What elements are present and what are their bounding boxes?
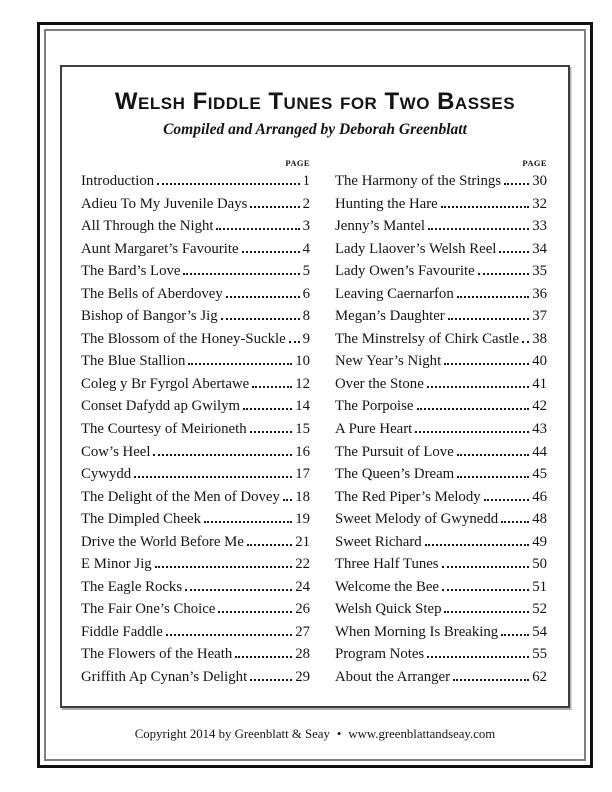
toc-entry-title: Hunting the Hare	[335, 195, 438, 212]
toc-list-right	[335, 170, 547, 689]
toc-entry-page-number: 2	[302, 195, 310, 212]
dot-leader	[522, 341, 529, 343]
toc-entry	[81, 463, 310, 486]
toc-entry	[81, 643, 310, 666]
toc-entry	[81, 193, 310, 216]
toc-entry-page-number: 36	[532, 285, 547, 302]
toc-entry-page-number: 43	[532, 421, 547, 437]
toc-column-right	[335, 157, 547, 689]
footer-copyright-text: Copyright 2014 by Greenblatt & Seay	[134, 727, 330, 741]
toc-entry	[335, 373, 547, 396]
toc-entry-title: The Pursuit of Love	[335, 443, 454, 460]
toc-entry	[335, 531, 547, 554]
toc-entry-page-number: 54	[532, 623, 547, 640]
toc-entry-page-number: 18	[295, 488, 310, 505]
toc-entry-title: The Delight of the Men of Dovey	[81, 488, 280, 505]
toc-entry-page-number: 5	[302, 263, 310, 280]
toc-entry-title: Sweet Richard	[335, 533, 422, 550]
toc-entry-title: Leaving Caernarfon	[335, 285, 454, 302]
toc-entry-title: The Minstrelsy of Chirk Castle	[335, 330, 520, 347]
toc-entry-title: The Bard’s Love	[81, 263, 181, 280]
toc-entry-page-number: 34	[532, 240, 547, 257]
toc-entry-page-number: 41	[532, 375, 547, 392]
toc-entry	[335, 260, 547, 283]
toc-entry-title: Adieu To My Juvenile Days	[81, 195, 248, 212]
toc-entry-title: New Year’s Night	[335, 353, 442, 370]
toc-entry	[81, 576, 310, 599]
dot-leader	[185, 589, 292, 591]
toc-entry-title: Welcome the Bee	[335, 578, 439, 595]
toc-entry-title: Griffith Ap Cynan’s Delight	[81, 669, 248, 686]
page-title: Welsh Fiddle Tunes for Two Basses	[114, 88, 516, 115]
dot-leader	[242, 251, 300, 253]
toc-entry	[81, 553, 310, 576]
dot-leader	[478, 273, 529, 275]
toc-entry-page-number: 6	[302, 285, 310, 302]
dot-leader	[457, 296, 529, 298]
toc-entry	[335, 395, 547, 418]
content-box	[60, 65, 570, 708]
dot-leader	[157, 183, 299, 185]
toc-entry	[81, 215, 310, 238]
toc-entry-page-number: 62	[532, 669, 547, 686]
toc-entry-page-number: 29	[295, 669, 310, 686]
dot-leader	[226, 296, 300, 298]
dot-leader	[425, 544, 530, 546]
toc-entry-title: The Eagle Rocks	[81, 578, 183, 595]
dot-leader	[183, 273, 299, 275]
dot-leader	[442, 589, 529, 591]
dot-leader	[484, 499, 530, 501]
toc-entry-title: The Flowers of the Heath	[81, 646, 233, 663]
toc-entry	[335, 418, 547, 441]
dot-leader	[218, 611, 292, 613]
toc-entry-page-number: 26	[295, 601, 310, 618]
toc-entry	[81, 598, 310, 621]
toc-entry-title: Drive the World Before Me	[81, 533, 244, 550]
toc-entry-page-number: 52	[532, 601, 547, 618]
toc-entry-page-number: 44	[532, 443, 547, 460]
toc-entry-page-number: 50	[532, 556, 547, 573]
dot-leader	[501, 634, 529, 636]
toc-entry-page-number: 49	[532, 533, 547, 550]
dot-leader	[444, 363, 529, 365]
toc-entry	[335, 576, 547, 599]
toc-entry-page-number: 48	[532, 511, 547, 528]
dot-leader	[457, 454, 529, 456]
dot-leader	[499, 251, 529, 253]
toc-entry-title: About the Arranger	[335, 669, 451, 686]
toc-entry-title: Introduction	[81, 172, 155, 189]
dot-leader	[283, 499, 292, 501]
toc-entry-title: The Courtesy of Meirioneth	[81, 421, 247, 437]
dot-leader	[289, 341, 300, 343]
toc-entry	[81, 328, 310, 351]
toc-entry-page-number: 10	[295, 353, 310, 370]
toc-entry-title: Sweet Melody of Gwynedd	[335, 511, 499, 528]
footer-copyright	[40, 727, 590, 742]
toc-entry-page-number: 8	[302, 308, 310, 325]
toc-entry-title: Coleg y Br Fyrgol Abertawe	[81, 375, 250, 392]
toc-entry-page-number: 32	[532, 195, 547, 212]
dot-leader	[221, 318, 300, 320]
dot-leader	[448, 318, 529, 320]
toc-entry-title: Megan’s Daughter	[335, 308, 445, 325]
page-subtitle: Compiled and Arranged by Deborah Greenblatt	[163, 121, 467, 139]
toc-entry-title: Cywydd	[81, 466, 132, 483]
dot-leader	[188, 363, 292, 365]
toc-list-left	[81, 170, 310, 689]
toc-entry	[335, 643, 547, 666]
toc-entry-page-number: 24	[295, 578, 310, 595]
toc-entry-title: The Porpoise	[335, 398, 414, 415]
toc-entry-page-number: 15	[295, 421, 310, 437]
toc-entry-title: Aunt Margaret’s Favourite	[81, 240, 239, 257]
toc-entry	[81, 350, 310, 373]
footer-website: www.greenblattandseay.com	[348, 727, 496, 741]
toc-entry-page-number: 30	[532, 172, 547, 189]
toc-entry	[335, 621, 547, 644]
dot-leader	[453, 679, 529, 681]
toc-entry	[81, 418, 310, 441]
toc-column-left	[81, 157, 310, 689]
toc-entry	[335, 553, 547, 576]
toc-entry	[81, 666, 310, 689]
toc-entry	[335, 305, 547, 328]
toc-entry-page-number: 22	[295, 556, 310, 573]
toc-entry-title: Conset Dafydd ap Gwilym	[81, 398, 241, 415]
toc-entry	[81, 305, 310, 328]
dot-leader	[250, 679, 292, 681]
dot-leader	[444, 611, 529, 613]
toc-entry	[335, 283, 547, 306]
toc-entry-page-number: 14	[295, 398, 310, 415]
toc-entry	[335, 486, 547, 509]
dot-leader	[501, 521, 529, 523]
toc-entry	[81, 621, 310, 644]
toc-entry-title: Fiddle Faddle	[81, 623, 163, 640]
toc-entry-title: Jenny’s Mantel	[335, 218, 426, 235]
toc-entry-page-number: 42	[532, 398, 547, 415]
dot-leader	[504, 183, 529, 185]
toc-entry-page-number: 51	[532, 578, 547, 595]
toc-entry-title: Welsh Quick Step	[335, 601, 442, 618]
toc-entry-title: Cow’s Heel	[81, 443, 151, 460]
toc-entry	[335, 463, 547, 486]
toc-entry-title: A Pure Heart	[335, 421, 413, 437]
toc-entry-page-number: 46	[532, 488, 547, 505]
toc-entry-title: The Dimpled Cheek	[81, 511, 201, 528]
toc-entry	[81, 238, 310, 261]
toc-entry-title: The Blossom of the Honey-Suckle	[81, 330, 286, 347]
toc-entry-title: Lady Llaover’s Welsh Reel	[335, 240, 497, 257]
dot-leader	[243, 408, 292, 410]
dot-leader	[235, 656, 292, 658]
toc-entry-page-number: 55	[532, 646, 547, 663]
toc-entry-page-number: 9	[302, 330, 310, 347]
dot-leader	[457, 476, 529, 478]
dot-leader	[166, 634, 292, 636]
table-of-contents	[62, 157, 568, 689]
toc-entry-page-number: 17	[295, 466, 310, 483]
dot-leader	[415, 431, 529, 433]
toc-entry-page-number: 28	[295, 646, 310, 663]
page-column-header-right: PAGE	[522, 157, 547, 168]
dot-leader	[250, 206, 299, 208]
dot-leader	[155, 566, 293, 568]
toc-entry	[81, 283, 310, 306]
toc-entry	[81, 508, 310, 531]
dot-leader	[252, 386, 292, 388]
dot-leader	[442, 566, 530, 568]
toc-entry-page-number: 19	[295, 511, 310, 528]
toc-entry-title: Over the Stone	[335, 375, 424, 392]
toc-entry-title: When Morning Is Breaking	[335, 623, 499, 640]
toc-entry-page-number: 3	[302, 218, 310, 235]
toc-entry-title: The Harmony of the Strings	[335, 172, 502, 189]
toc-entry	[335, 350, 547, 373]
toc-entry-title: The Queen’s Dream	[335, 466, 455, 483]
toc-entry-page-number: 4	[302, 240, 310, 257]
toc-entry-page-number: 38	[532, 330, 547, 347]
page-border-frame	[37, 22, 593, 768]
toc-entry	[335, 598, 547, 621]
dot-leader	[153, 454, 292, 456]
toc-entry-title: Lady Owen’s Favourite	[335, 263, 475, 280]
toc-entry-title: E Minor Jig	[81, 556, 152, 573]
toc-entry-page-number: 21	[295, 533, 310, 550]
toc-entry	[335, 170, 547, 193]
dot-leader	[247, 544, 292, 546]
toc-entry-title: The Blue Stallion	[81, 353, 186, 370]
dot-leader	[441, 206, 529, 208]
toc-entry-title: Program Notes	[335, 646, 425, 663]
toc-entry-page-number: 1	[302, 172, 310, 189]
toc-entry-page-number: 12	[295, 375, 310, 392]
toc-entry	[335, 666, 547, 689]
toc-entry-page-number: 45	[532, 466, 547, 483]
toc-entry	[335, 215, 547, 238]
toc-entry-title: The Bells of Aberdovey	[81, 285, 223, 302]
dot-leader	[204, 521, 292, 523]
toc-entry-title: Bishop of Bangor’s Jig	[81, 308, 218, 325]
toc-entry	[335, 441, 547, 464]
dot-leader	[134, 476, 292, 478]
toc-entry	[81, 486, 310, 509]
toc-entry-title: All Through the Night	[81, 218, 214, 235]
dot-leader	[216, 228, 299, 230]
toc-entry-title: The Fair One’s Choice	[81, 601, 216, 618]
toc-entry	[81, 170, 310, 193]
toc-entry-title: The Red Piper’s Melody	[335, 488, 481, 505]
dot-leader	[428, 228, 529, 230]
toc-entry-page-number: 37	[532, 308, 547, 325]
dot-leader	[427, 656, 529, 658]
dot-leader	[250, 431, 293, 433]
toc-entry-title: Three Half Tunes	[335, 556, 439, 573]
toc-entry	[81, 260, 310, 283]
toc-entry	[335, 508, 547, 531]
toc-entry	[81, 531, 310, 554]
dot-leader	[417, 408, 530, 410]
page-column-header-left: PAGE	[285, 157, 310, 168]
toc-entry	[335, 238, 547, 261]
toc-entry-page-number: 35	[532, 263, 547, 280]
toc-entry	[81, 441, 310, 464]
toc-entry-page-number: 27	[295, 623, 310, 640]
toc-entry-page-number: 40	[532, 353, 547, 370]
toc-entry	[335, 328, 547, 351]
toc-entry	[335, 193, 547, 216]
toc-entry	[81, 373, 310, 396]
toc-entry-page-number: 16	[295, 443, 310, 460]
bullet-separator-icon: •	[336, 727, 342, 741]
dot-leader	[427, 386, 529, 388]
toc-entry-page-number: 33	[532, 218, 547, 235]
toc-entry	[81, 395, 310, 418]
